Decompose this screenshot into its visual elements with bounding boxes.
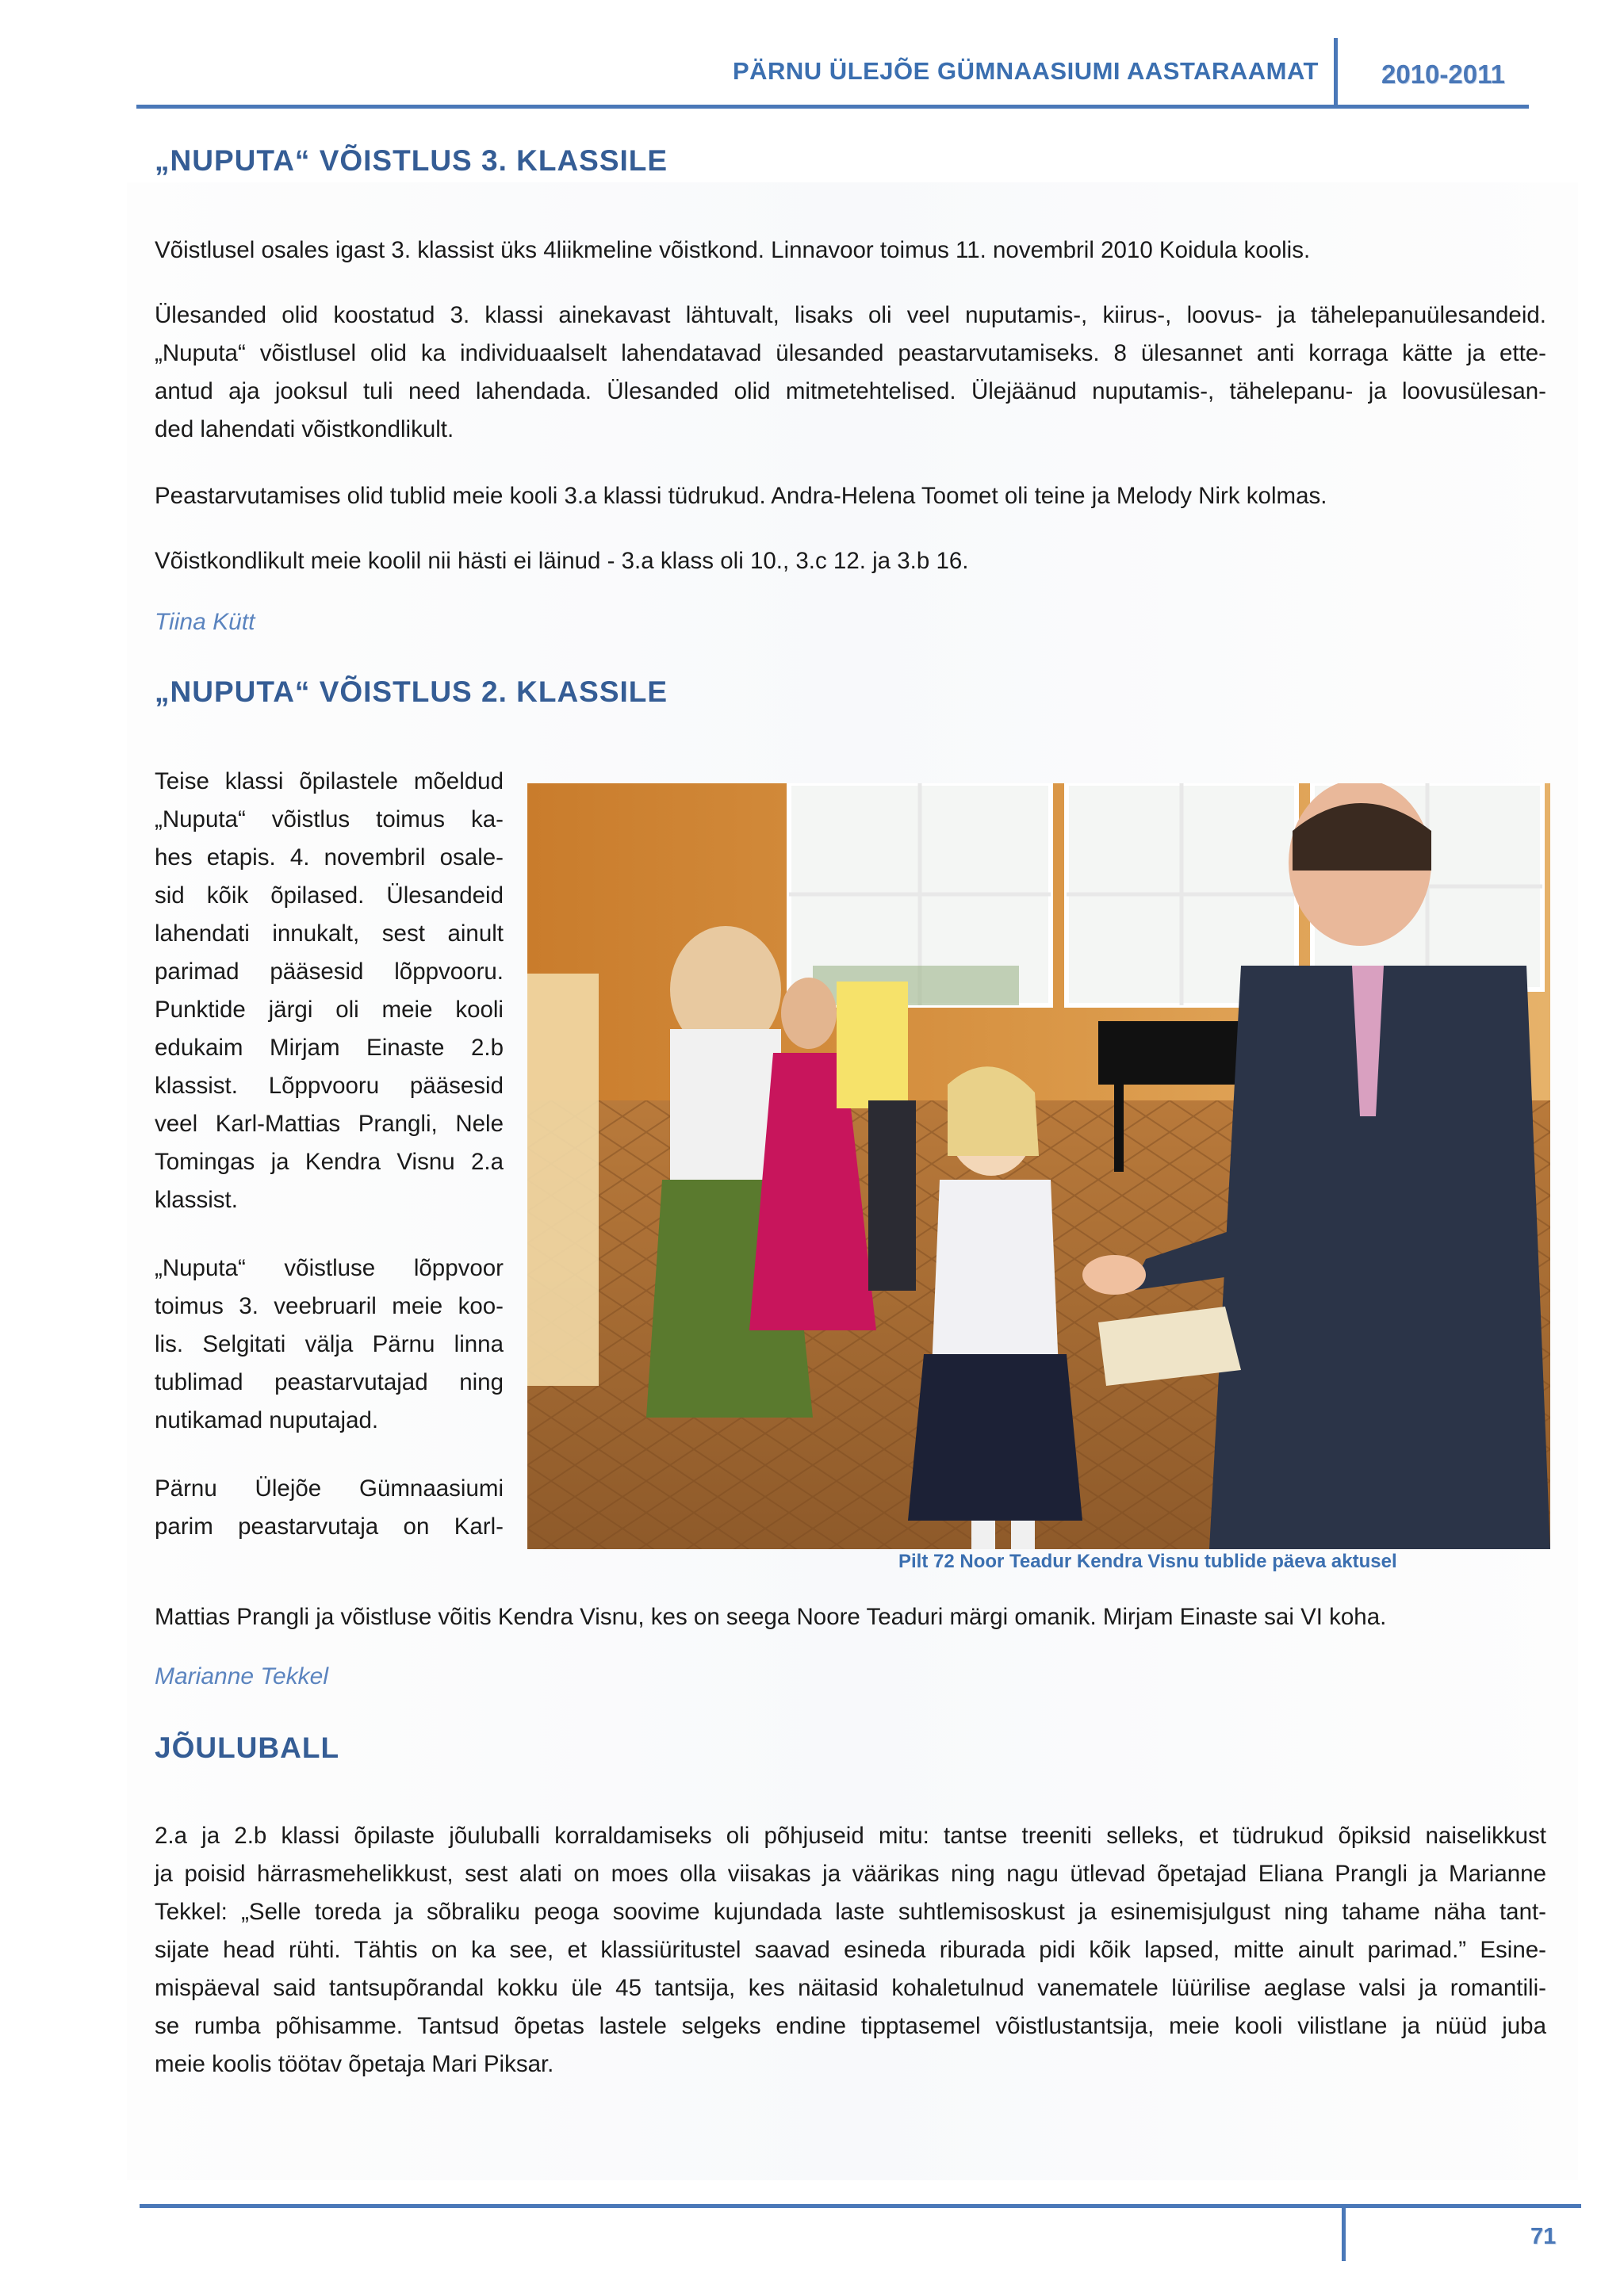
paragraph: Mattias Prangli ja võistluse võitis Kendra Visnu, kes on seega Noore Teaduri märgi omanik. Mirjam Einaste sai VI koha. <box>155 1604 1387 1630</box>
header-divider <box>1334 38 1338 106</box>
paragraph-line: mispäeval said tantsupõrandal kokku üle 45 tantsija, kes näitasid kohaletulnud vanematele lüürilise aeglase valsi ja romantili- <box>155 1975 1546 2001</box>
column-line: edukaim Mirjam Einaste 2.b <box>155 1035 504 1061</box>
section-heading-christmas-ball: JÕULUBALL <box>155 1732 340 1764</box>
running-header-year: 2010-2011 <box>1381 59 1505 89</box>
column-line: veel Karl-Mattias Prangli, Nele <box>155 1111 504 1137</box>
column-line: sid kõik õpilased. Ülesandeid <box>155 882 504 909</box>
column-paragraph <box>155 763 504 1219</box>
paragraph: Peastarvutamises olid tublid meie kooli 3.a klassi tüdrukud. Andra-Helena Toomet oli teine ja Melody Nirk kolmas. <box>155 483 1327 509</box>
paragraph: Võistlusel osales igast 3. klassist üks 4liikmeline võistkond. Linnavoor toimus 11. novembril 2010 Koidula koolis. <box>155 237 1311 263</box>
column-line: „Nuputa“ võistlus toimus ka- <box>155 806 504 832</box>
column-line: Punktide järgi oli meie kooli <box>155 997 504 1023</box>
paragraph-line: meie koolis töötav õpetaja Mari Piksar. <box>155 2051 554 2077</box>
column-line: „Nuputa“ võistluse lõppvoor <box>155 1255 504 1281</box>
column-line: toimus 3. veebruaril meie koo- <box>155 1293 504 1319</box>
column-line: parimad pääsesid lõppvooru. <box>155 959 504 985</box>
paragraph <box>155 297 1546 449</box>
paragraph-line: ja poisid härrasmehelikkust, sest alati on moes olla viisakas ja väärikas ning nagu ütlevad õpetajad Eliana Prangli ja Marianne <box>155 1861 1546 1887</box>
footer-rule <box>140 2204 1581 2208</box>
page-number: 71 <box>1530 2224 1557 2249</box>
column-line: hes etapis. 4. novembril osale- <box>155 844 504 871</box>
award-ceremony-photo <box>527 783 1550 1549</box>
footer-divider <box>1342 2204 1346 2261</box>
column-line: Teise klassi õpilastele mõeldud <box>155 768 504 794</box>
column-line: lahendati innukalt, sest ainult <box>155 920 504 947</box>
paragraph-line: ded lahendati võistkondlikult. <box>155 416 454 442</box>
column-line: klassist. <box>155 1187 238 1213</box>
author-signature: Tiina Kütt <box>155 609 255 635</box>
paragraph-line: Tekkel: „Selle toreda ja sõbraliku peoga soovime kujundada laste suhtlemisoskust ja esinemisjulgust ning tahame näha tant- <box>155 1899 1546 1925</box>
column-line: Pärnu Ülejõe Gümnaasiumi <box>155 1475 504 1502</box>
column-line: nutikamad nuputajad. <box>155 1407 379 1433</box>
column-line: lis. Selgitati välja Pärnu linna <box>155 1331 504 1357</box>
section-heading-2nd-grade: „NUPUTA“ VÕISTLUS 2. KLASSILE <box>155 675 668 708</box>
photo-caption: Pilt 72 Noor Teadur Kendra Visnu tublide päeva aktusel <box>898 1551 1397 1572</box>
paragraph-line: Ülesanded olid koostatud 3. klassi ainekavast lähtuvalt, lisaks oli veel nuputamis-, kiirus-, loovus- ja tähelepanuülesandeid. <box>155 302 1546 328</box>
paragraph-line: sijate head rühti. Tähtis on ka see, et klassiüritustel saavad esineda riburada pidi kõik lapsed, mitte ainult parimad.” Esine- <box>155 1937 1546 1963</box>
photo-illustration <box>527 783 1550 1549</box>
column-paragraph <box>155 1249 504 1440</box>
column-line: tublimad peastarvutajad ning <box>155 1369 504 1395</box>
paragraph <box>155 1817 1546 2084</box>
paragraph-line: se rumba põhisamme. Tantsud õpetas lastele selgeks endine tipptasemel võistlustantsija, meie kooli vilistlane ja nüüd juba <box>155 2013 1546 2039</box>
paragraph-line: 2.a ja 2.b klassi õpilaste jõuluballi korraldamiseks oli põhjuseid mitu: tantse treeniti selleks, et tüdrukud õpiksid naiselikkust <box>155 1823 1546 1849</box>
column-line: Tomingas ja Kendra Visnu 2.a <box>155 1149 504 1175</box>
column-paragraph <box>155 1470 504 1546</box>
paragraph-line: antud aja jooksul tuli need lahendada. Ülesanded olid mitmetehtelised. Ülejäänud nuputamis-, tähelepanu- ja loovusülesan- <box>155 378 1546 404</box>
column-line: parim peastarvutaja on Karl- <box>155 1513 504 1540</box>
author-signature: Marianne Tekkel <box>155 1663 329 1689</box>
column-line: klassist. Lõppvooru pääsesid <box>155 1073 504 1099</box>
header-rule <box>136 105 1529 109</box>
running-header-title: PÄRNU ÜLEJÕE GÜMNAASIUMI AASTARAAMAT <box>732 57 1319 85</box>
section-heading-3rd-grade: „NUPUTA“ VÕISTLUS 3. KLASSILE <box>155 144 668 177</box>
paragraph-line: „Nuputa“ võistlusel olid ka individuaalselt lahendatavad ülesanded peastarvutamiseks. 8 ülesannet anti korraga kätte ja ette- <box>155 340 1546 366</box>
paragraph: Võistkondlikult meie koolil nii hästi ei läinud - 3.a klass oli 10., 3.c 12. ja 3.b 16. <box>155 548 969 574</box>
